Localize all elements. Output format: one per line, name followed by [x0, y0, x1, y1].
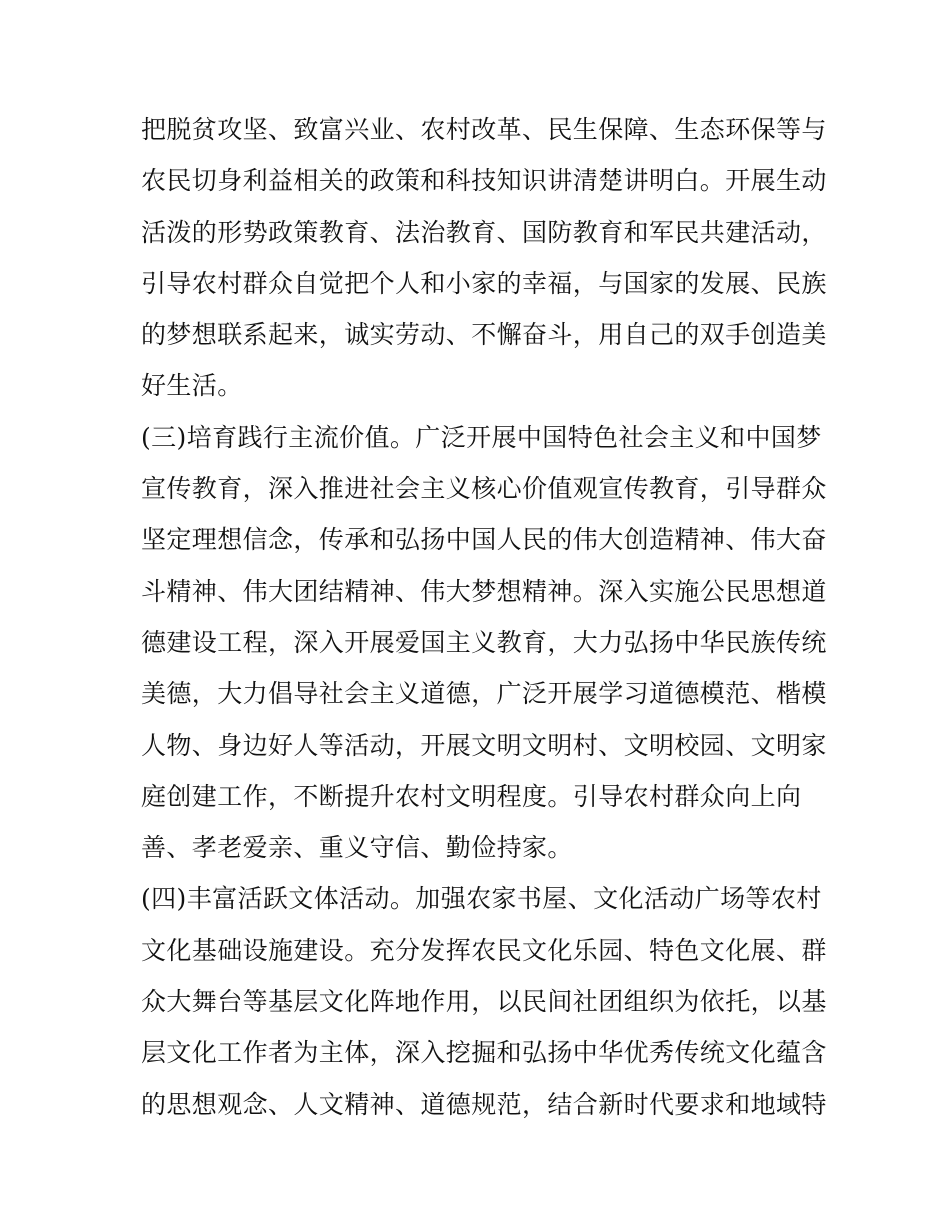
- text-line: 人物、身边好人等活动，开展文明文明村、文明校园、文明家: [141, 730, 827, 760]
- text-line: 农民切身利益相关的政策和科技知识讲清楚讲明白。开展生动: [141, 166, 827, 196]
- section-heading-line: (四)丰富活跃文体活动。加强农家书屋、文化活动广场等农村: [141, 884, 822, 914]
- text-line: 善、孝老爱亲、重义守信、勤俭持家。: [141, 833, 573, 863]
- text-line: 文化基础设施建设。充分发挥农民文化乐园、特色文化展、群: [141, 935, 827, 965]
- text-line: 坚定理想信念，传承和弘扬中国人民的伟大创造精神、伟大奋: [141, 525, 827, 555]
- text-line: 庭创建工作，不断提升农村文明程度。引导农村群众向上向: [141, 781, 802, 811]
- text-line: 的思想观念、人文精神、道德规范，结合新时代要求和地域特: [141, 1089, 827, 1119]
- text-line: 活泼的形势政策教育、法治教育、国防教育和军民共建活动，: [141, 217, 827, 247]
- text-line: 众大舞台等基层文化阵地作用，以民间社团组织为依托，以基: [141, 987, 827, 1017]
- text-line: 把脱贫攻坚、致富兴业、农村改革、民生保障、生态环保等与: [141, 115, 827, 144]
- section-heading-line: (三)培育践行主流价值。广泛开展中国特色社会主义和中国梦: [141, 422, 822, 452]
- body-text: [141, 104, 827, 1130]
- text-line: 斗精神、伟大团结精神、伟大梦想精神。深入实施公民思想道: [141, 576, 827, 606]
- text-line: 的梦想联系起来，诚实劳动、不懈奋斗，用自己的双手创造美: [141, 320, 827, 350]
- text-line: 宣传教育，深入推进社会主义核心价值观宣传教育，引导群众: [141, 474, 827, 504]
- text-line: 好生活。: [141, 371, 243, 401]
- text-line: 德建设工程，深入开展爱国主义教育，大力弘扬中华民族传统: [141, 627, 827, 657]
- text-line: 引导农村群众自觉把个人和小家的幸福，与国家的发展、民族: [141, 268, 827, 298]
- text-line: 层文化工作者为主体，深入挖掘和弘扬中华优秀传统文化蕴含: [141, 1038, 827, 1068]
- text-line: 美德，大力倡导社会主义道德，广泛开展学习道德模范、楷模: [141, 679, 827, 709]
